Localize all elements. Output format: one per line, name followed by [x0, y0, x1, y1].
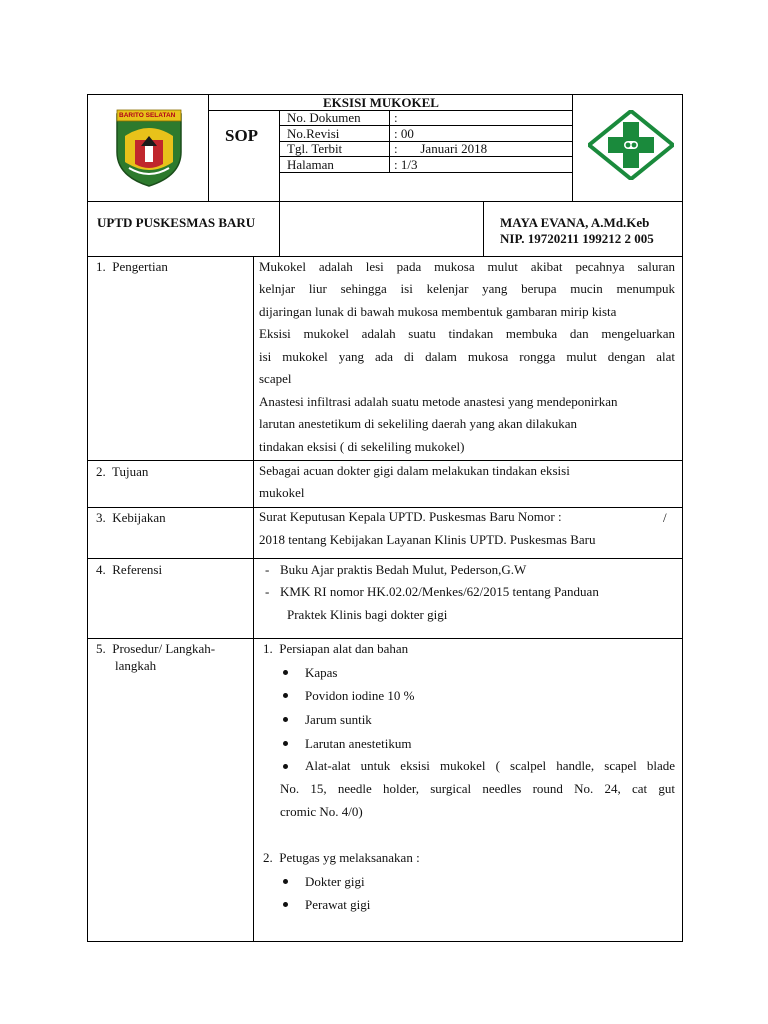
bullet-icon [283, 741, 288, 746]
meta-value-no-dokumen: : [394, 110, 398, 125]
list-item: KMK RI nomor HK.02.02/Menkes/62/2015 tentang Panduan [280, 584, 599, 599]
meta-label-tgl-terbit: Tgl. Terbit [287, 141, 343, 156]
sop-label: SOP [225, 126, 259, 145]
organization-name: UPTD PUSKESMAS BARU [97, 215, 256, 230]
bullet-icon [283, 717, 288, 722]
bullet-icon [283, 879, 288, 884]
meta-label-halaman: Halaman [287, 157, 334, 172]
list-item-cont: cromic No. 4/0) [280, 804, 363, 819]
signer-nip: NIP. 19720211 199212 2 005 [500, 231, 654, 246]
list-item: Praktek Klinis bagi dokter gigi [287, 607, 448, 622]
section-label-referensi: 4. Referensi [96, 562, 163, 577]
puskesmas-logo [588, 110, 674, 180]
section-label-kebijakan: 3. Kebijakan [96, 510, 166, 525]
list-dash: - [265, 584, 270, 599]
document-title: EKSISI MUKOKEL [323, 95, 439, 110]
list-item: Alat-alat untuk eksisi mukokel ( scalpel handle, scapel blade [305, 758, 675, 773]
bullet-icon [283, 693, 288, 698]
list-item: Dokter gigi [305, 874, 365, 889]
section-label-prosedur-cont: langkah [115, 658, 157, 673]
step-heading: 2. Petugas yg melaksanakan : [263, 850, 420, 865]
meta-value-tgl-terbit: : Januari 2018 [394, 141, 488, 156]
meta-value-no-revisi: : 00 [394, 126, 414, 141]
step-heading: 1. Persiapan alat dan bahan [263, 641, 409, 656]
meta-value-halaman: : 1/3 [394, 157, 418, 172]
list-item: Jarum suntik [305, 712, 372, 727]
list-item: Povidon iodine 10 % [305, 688, 415, 703]
signer-name: MAYA EVANA, A.Md.Keb [500, 215, 650, 230]
regency-logo-text: BARITO SELATAN [119, 112, 176, 119]
list-item-cont: No. 15, needle holder, surgical needles round No. 24, cat gut [280, 781, 675, 796]
section-label-pengertian: 1. Pengertian [96, 259, 168, 274]
meta-label-no-revisi: No.Revisi [287, 126, 340, 141]
list-item: Larutan anestetikum [305, 736, 412, 751]
list-dash: - [265, 562, 270, 577]
bullet-icon [283, 670, 288, 675]
meta-label-no-dokumen: No. Dokumen [287, 110, 361, 125]
section-label-prosedur: 5. Prosedur/ Langkah- [96, 641, 216, 656]
list-item: Buku Ajar praktis Bedah Mulut, Pederson,G.W [280, 562, 527, 577]
list-item: Perawat gigi [305, 897, 371, 912]
list-item: Kapas [305, 665, 338, 680]
regency-logo [111, 106, 187, 188]
section-label-tujuan: 2. Tujuan [96, 464, 149, 479]
kebijakan-slash: / [663, 510, 667, 525]
bullet-icon [283, 764, 288, 769]
bullet-icon [283, 902, 288, 907]
